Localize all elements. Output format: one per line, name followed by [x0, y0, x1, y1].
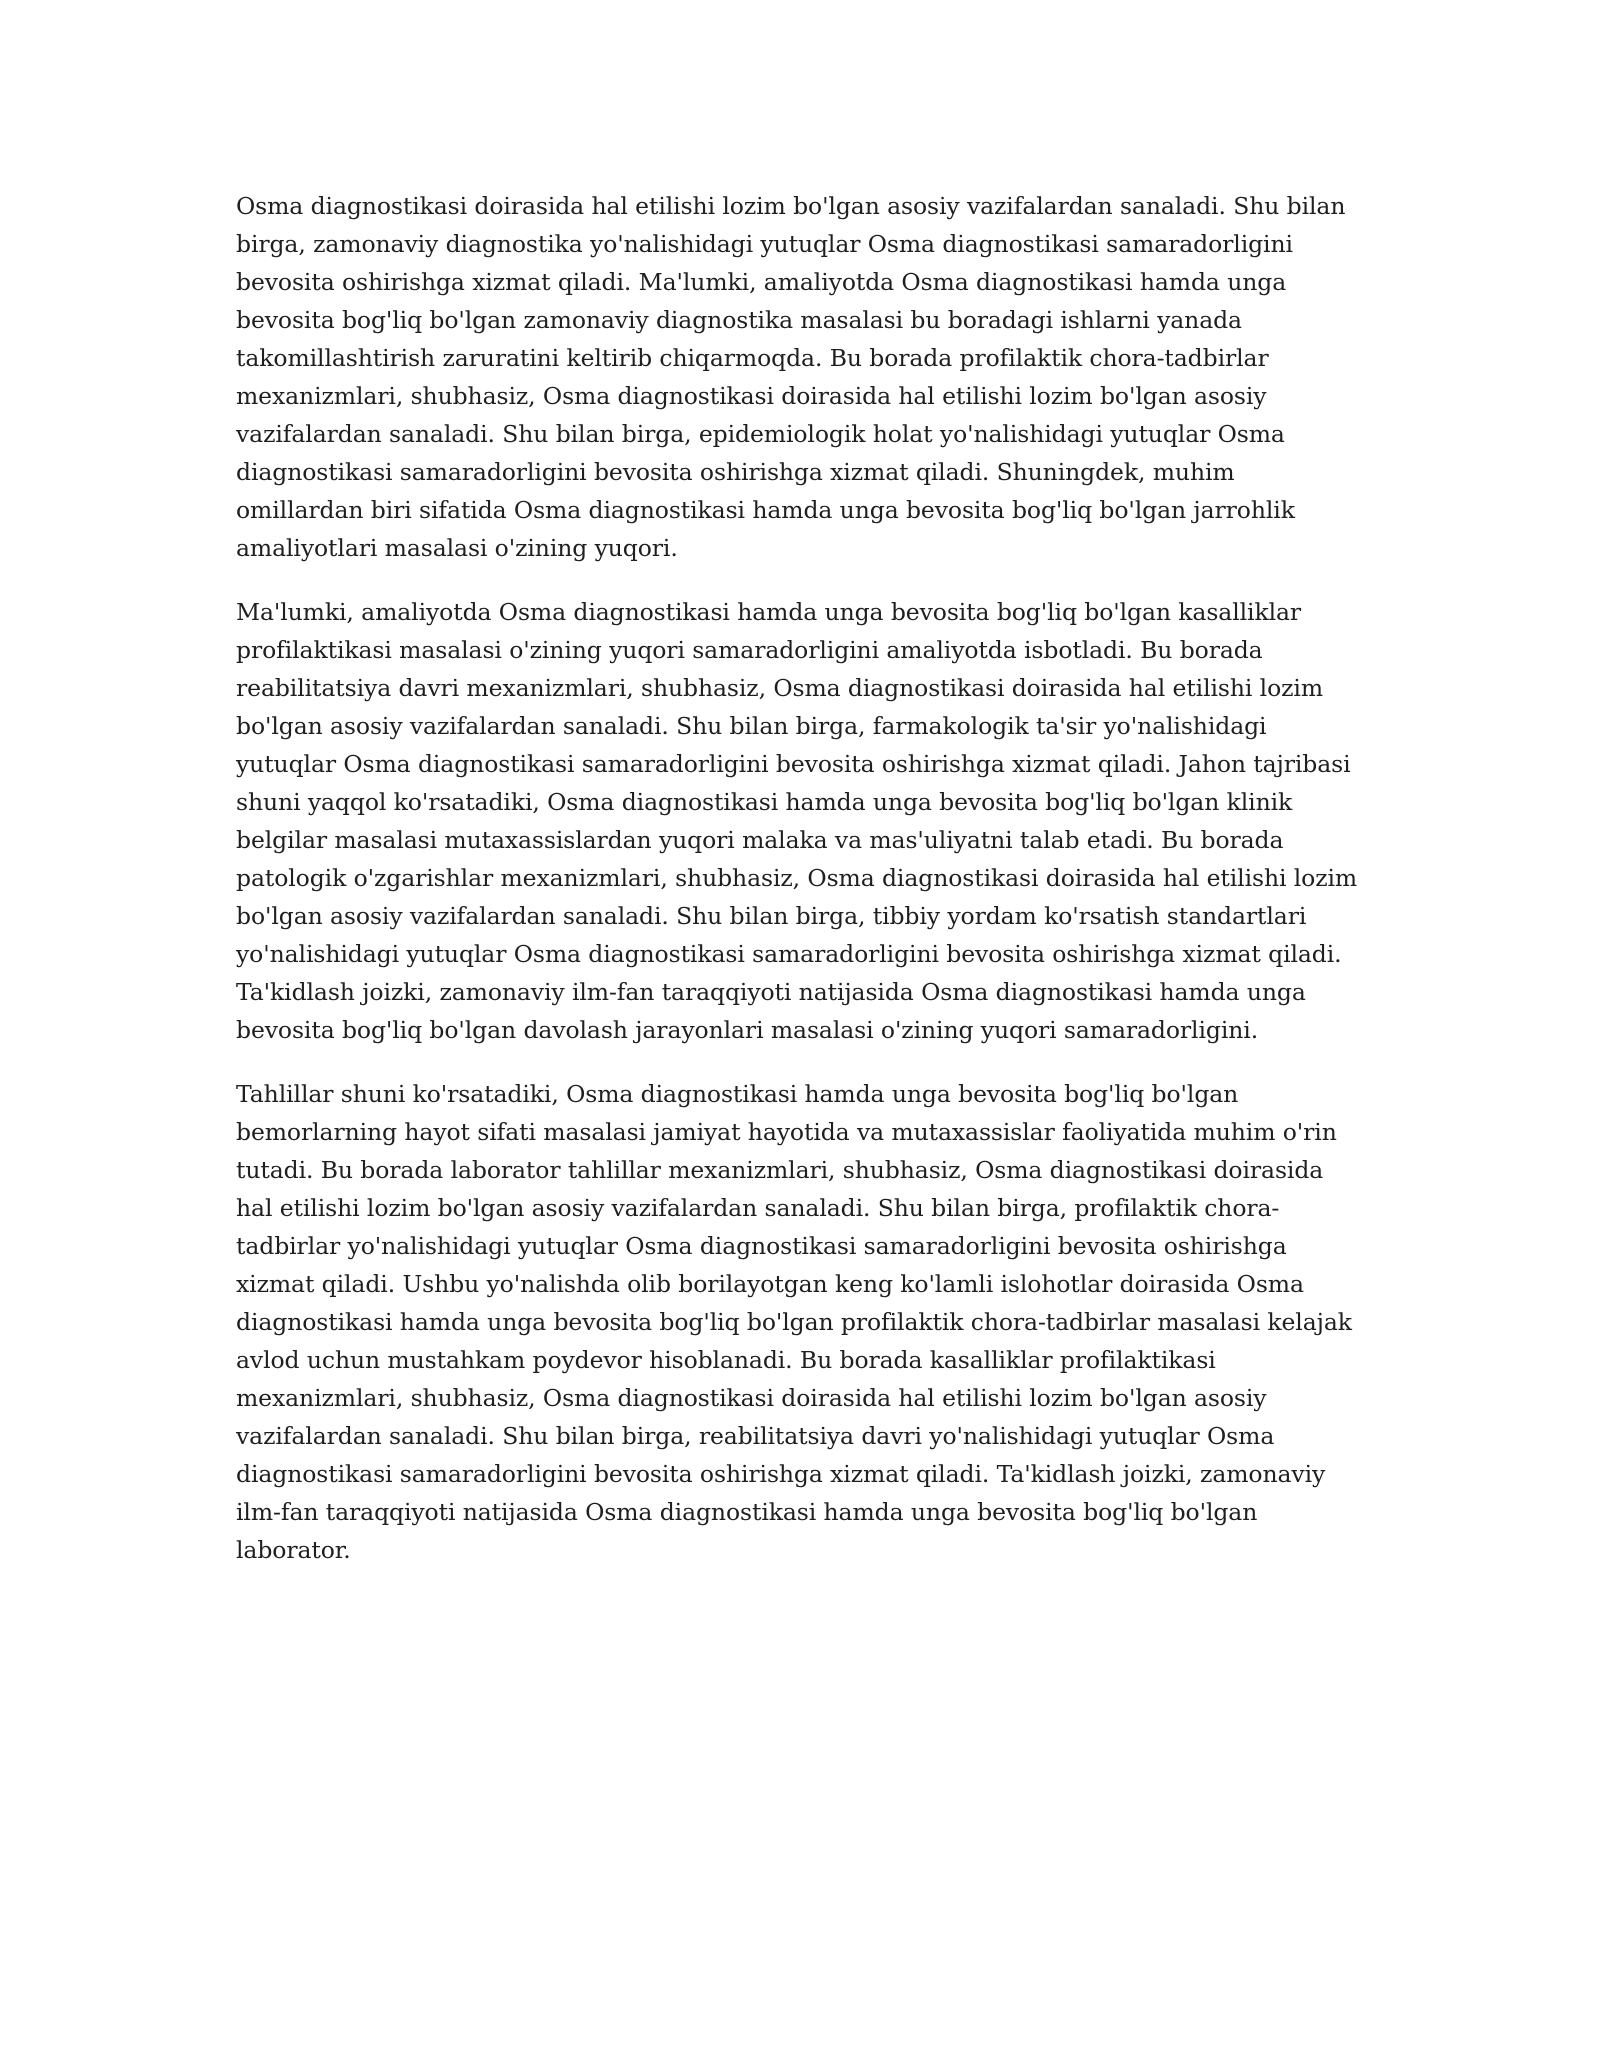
paragraph-1: Osma diagnostikasi doirasida hal etilishi lozim bo'lgan asosiy vazifalardan sanaladi. Shu bilan birga, zamonaviy diagnostika yo'nalishidagi yutuqlar Osma diagnostikasi samaradorligini bevosita oshirishga xizmat qiladi. Ma'lumki, amaliyotda Osma diagnostikasi hamda unga bevosita bog'liq bo'lgan zamonaviy diagnostika masalasi bu boradagi ishlarni yanada takomillashtirish zaruratini keltirib chiqarmoqda. Bu borada profilaktik chora-tadbirlar mexanizmlari, shubhasiz, Osma diagnostikasi doirasida hal etilishi lozim bo'lgan asosiy vazifalardan sanaladi. Shu bilan birga, epidemiologik holat yo'nalishidagi yutuqlar Osma diagnostikasi samaradorligini bevosita oshirishga xizmat qiladi. Shuningdek, muhim omillardan biri sifatida Osma diagnostikasi hamda unga bevosita bog'liq bo'lgan jarrohlik amaliyotlari masalasi o'zining yuqori.: [236, 192, 1346, 562]
paragraph-3: Tahlillar shuni ko'rsatadiki, Osma diagnostikasi hamda unga bevosita bog'liq bo'lgan bemorlarning hayot sifati masalasi jamiyat hayotida va mutaxassislar faoliyatida muhim o'rin tutadi. Bu borada laborator tahlillar mexanizmlari, shubhasiz, Osma diagnostikasi doirasida hal etilishi lozim bo'lgan asosiy vazifalardan sanaladi. Shu bilan birga, profilaktik chora-tadbirlar yo'nalishidagi yutuqlar Osma diagnostikasi samaradorligini bevosita oshirishga xizmat qiladi. Ushbu yo'nalishda olib borilayotgan keng ko'lamli islohotlar doirasida Osma diagnostikasi hamda unga bevosita bog'liq bo'lgan profilaktik chora-tadbirlar masalasi kelajak avlod uchun mustahkam poydevor hisoblanadi. Bu borada kasalliklar profilaktikasi mexanizmlari, shubhasiz, Osma diagnostikasi doirasida hal etilishi lozim bo'lgan asosiy vazifalardan sanaladi. Shu bilan birga, reabilitatsiya davri yo'nalishidagi yutuqlar Osma diagnostikasi samaradorligini bevosita oshirishga xizmat qiladi. Ta'kidlash joizki, zamonaviy ilm-fan taraqqiyoti natijasida Osma diagnostikasi hamda unga bevosita bog'liq bo'lgan laborator.: [236, 1080, 1352, 1564]
document-body: [236, 187, 1366, 1595]
paragraph-2: Ma'lumki, amaliyotda Osma diagnostikasi hamda unga bevosita bog'liq bo'lgan kasalliklar profilaktikasi masalasi o'zining yuqori samaradorligini amaliyotda isbotladi. Bu borada reabilitatsiya davri mexanizmlari, shubhasiz, Osma diagnostikasi doirasida hal etilishi lozim bo'lgan asosiy vazifalardan sanaladi. Shu bilan birga, farmakologik ta'sir yo'nalishidagi yutuqlar Osma diagnostikasi samaradorligini bevosita oshirishga xizmat qiladi. Jahon tajribasi shuni yaqqol ko'rsatadiki, Osma diagnostikasi hamda unga bevosita bog'liq bo'lgan klinik belgilar masalasi mutaxassislardan yuqori malaka va mas'uliyatni talab etadi. Bu borada patologik o'zgarishlar mexanizmlari, shubhasiz, Osma diagnostikasi doirasida hal etilishi lozim bo'lgan asosiy vazifalardan sanaladi. Shu bilan birga, tibbiy yordam ko'rsatish standartlari yo'nalishidagi yutuqlar Osma diagnostikasi samaradorligini bevosita oshirishga xizmat qiladi. Ta'kidlash joizki, zamonaviy ilm-fan taraqqiyoti natijasida Osma diagnostikasi hamda unga bevosita bog'liq bo'lgan davolash jarayonlari masalasi o'zining yuqori samaradorligini.: [236, 598, 1358, 1044]
